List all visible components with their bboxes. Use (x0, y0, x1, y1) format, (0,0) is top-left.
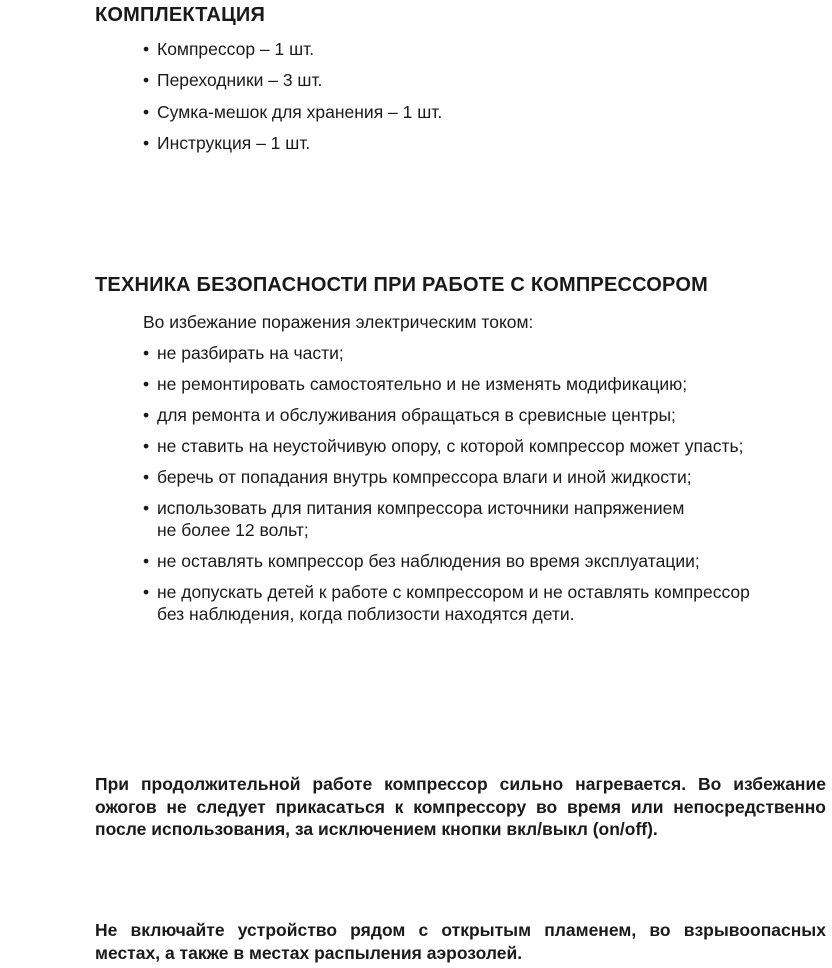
safety-item (143, 435, 832, 457)
kit-item (143, 38, 832, 60)
safety-item (143, 342, 832, 364)
bullet-icon: • (143, 101, 150, 122)
safety-heading: ТЕХНИКА БЕЗОПАСНОСТИ ПРИ РАБОТЕ С КОМПРЕССОРОМ (95, 274, 708, 296)
bullet-icon: • (143, 436, 150, 456)
kit-item-text: Сумка-мешок для хранения – 1 шт. (157, 101, 443, 122)
kit-item-text: Инструкция – 1 шт. (157, 132, 311, 153)
kit-heading: КОМПЛЕКТАЦИЯ (95, 4, 266, 26)
safety-item-text: не оставлять компрессор без наблюдения во время эксплуатации; (157, 551, 700, 571)
bullet-icon: • (143, 498, 150, 518)
safety-item (143, 373, 832, 395)
safety-item-text: беречь от попадания внутрь компрессора влаги и иной жидкости; (157, 467, 692, 487)
safety-item (143, 581, 832, 625)
safety-list (143, 342, 832, 634)
kit-item (143, 69, 832, 91)
bullet-icon: • (143, 374, 150, 394)
safety-item (143, 466, 832, 488)
bullet-icon: • (143, 39, 150, 59)
safety-item-text: использовать для питания компрессора источники напряжением не более 12 вольт; (157, 498, 685, 540)
bullet-icon: • (143, 343, 150, 363)
safety-item-text: не разбирать на части; (157, 343, 344, 363)
bullet-icon: • (143, 405, 150, 425)
kit-item (143, 132, 832, 154)
safety-item (143, 404, 832, 426)
fire-warning: Не включайте устройство рядом с открытым пламенем, во взрывоопасных местах, а также в местах распыления аэрозолей. (95, 920, 826, 963)
safety-item-text: не ремонтировать самостоятельно и не изменять модификацию; (157, 374, 688, 394)
bullet-icon: • (143, 582, 150, 602)
bullet-icon: • (143, 70, 150, 91)
bullet-icon: • (143, 551, 150, 571)
safety-item-text: для ремонта и обслуживания обращаться в сревисные центры; (157, 405, 676, 425)
safety-item-text: не ставить на неустойчивую опору, с которой компрессор может упасть; (157, 436, 744, 456)
kit-item-text: Компрессор – 1 шт. (157, 39, 315, 59)
safety-intro: Во избежание поражения электрическим током: (143, 312, 534, 332)
kit-item (143, 101, 832, 123)
bullet-icon: • (143, 132, 150, 153)
safety-item (143, 497, 832, 541)
kit-item-text: Переходники – 3 шт. (157, 70, 323, 91)
kit-list (143, 38, 832, 163)
heat-warning: При продолжительной работе компрессор сильно нагревается. Во избежание ожогов не следует прикасаться к компрессору во время или непосредственно после использования, за исключением кнопки вкл/выкл (on/off). (95, 774, 826, 839)
bullet-icon: • (143, 467, 150, 487)
safety-item (143, 550, 832, 572)
safety-item-text: не допускать детей к работе с компрессором и не оставлять компрессор без наблюдения, когда поблизости находятся дети. (157, 582, 750, 624)
